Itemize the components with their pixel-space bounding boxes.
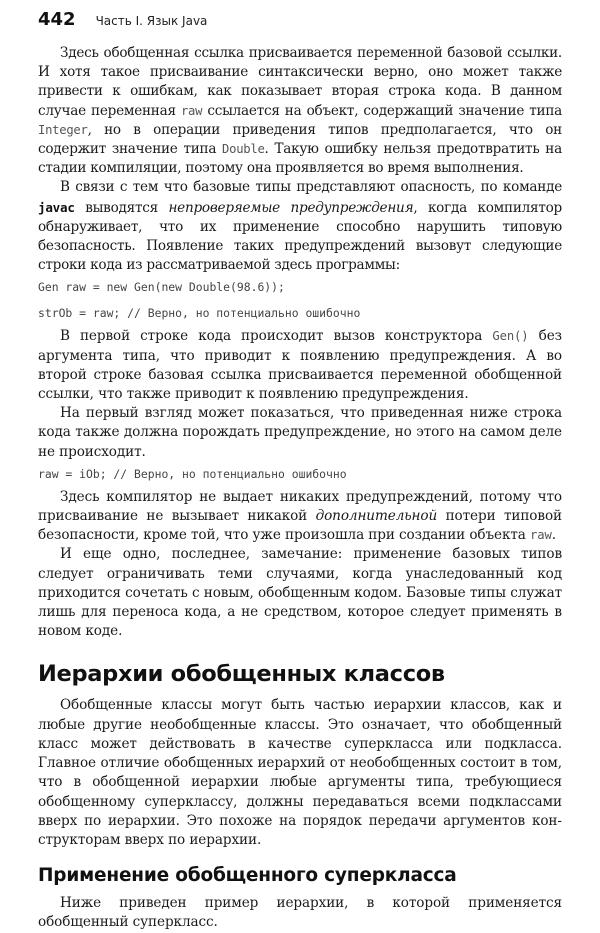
inline-code-integer: Integer <box>38 122 88 137</box>
paragraph-generic-superclass: Ниже приведен пример иерархии, в которой применяется обобщенный суперкласс. <box>38 895 562 931</box>
code-line: raw = iOb; // Верно, но потенциально ошибочно <box>38 466 347 481</box>
inline-code-raw: raw <box>530 528 552 543</box>
paragraph-no-warnings: Здесь компилятор не выдает никаких предупреждений, потому что присваивание не вызывает никакой дополнительной потери типовой безопасности, кроме той, что уже произошла при создании объекта raw. <box>38 488 562 544</box>
inline-command-javac: javac <box>38 199 75 215</box>
page-body <box>38 44 562 933</box>
emphasis-additional: дополнительной <box>315 508 438 525</box>
running-head: Часть I. Язык Java <box>95 14 208 28</box>
paragraph-first-glance: На первый взгляд может показаться, что приведенная ниже строка кода также должна порождать предупреждение, но этого на самом деле не происходит. <box>38 405 562 460</box>
emphasis-unchecked-warnings: непроверяемые предупреждения <box>168 199 414 216</box>
paragraph-generic-hierarchies: Обобщенные классы могут быть частью иерархии классов, как и любые другие необобщенные классы. Это означает, что обобщенный класс может действовать в качестве суперкласса или подкласса. Главное отличие обобщенных иерархий от необобщенных состоит в том, что в обобщенной иерархии любые аргументы типа, требующиеся обобщенному суперклассу, должны передаваться всеми подклассами вверх по иерархии. Это похоже на порядок передачи аргументов конструкторам вверх по иерархии. <box>38 697 562 848</box>
section-heading-generic-superclass: Применение обобщенного суперкласса <box>38 865 457 887</box>
code-line: Gen raw = new Gen(new Double(98.6)); <box>38 280 285 295</box>
paragraph-constructor-call: В первой строке кода происходит вызов конструктора Gen() без аргумента типа, что приводит к появлению предупреждения. А во второй строке базовая ссылка присваивается переменной обобщенной ссылки, что также приводит к появлению предупреждения. <box>38 328 562 403</box>
page-number: 442 <box>38 9 76 30</box>
paragraph-final-note: И еще одно, последнее, замечание: применение базовых типов следует ограничивать теми случаями, когда унаследованный код приходится сочетать с новым, обобщенным кодом. Базовые типы служат лишь для переноса кода, а не средством, которое следует применять в новом коде. <box>38 546 562 640</box>
section-heading-generic-hierarchies: Иерархии обобщенных классов <box>38 661 445 688</box>
paragraph-unchecked-warnings: В связи с тем что базовые типы представляют опасность, по команде javac выводятся непроверяемые предупреждения, когда компилятор обнаруживает, что их применение способно нарушить типовую безопасность. Появление таких предупреждений вызовут следующие строки кода из рассматриваемой здесь программы: <box>38 179 562 274</box>
page-header <box>38 9 207 30</box>
inline-code-gen-constructor: Gen() <box>492 329 529 344</box>
inline-code-raw: raw <box>180 103 203 118</box>
code-line: strOb = raw; // Верно, но потенциально ошибочно <box>38 306 361 321</box>
inline-code-double: Double <box>222 142 265 157</box>
paragraph-raw-reference: Здесь обобщенная ссылка присваивается переменной базовой ссылки. И хотя такое присваивание синтаксически верно, оно может также привести к ошибкам, как показывает вторая строка кода. В данном случае переменная raw ссылается на объект, содержащий значение типа Integer, но в операции приведения типов предполагается, что он содержит значение типа Double. Такую ошибку нельзя предотвратить на стадии компиляции, поэтому она проявляется во время выполнения. <box>38 45 562 177</box>
